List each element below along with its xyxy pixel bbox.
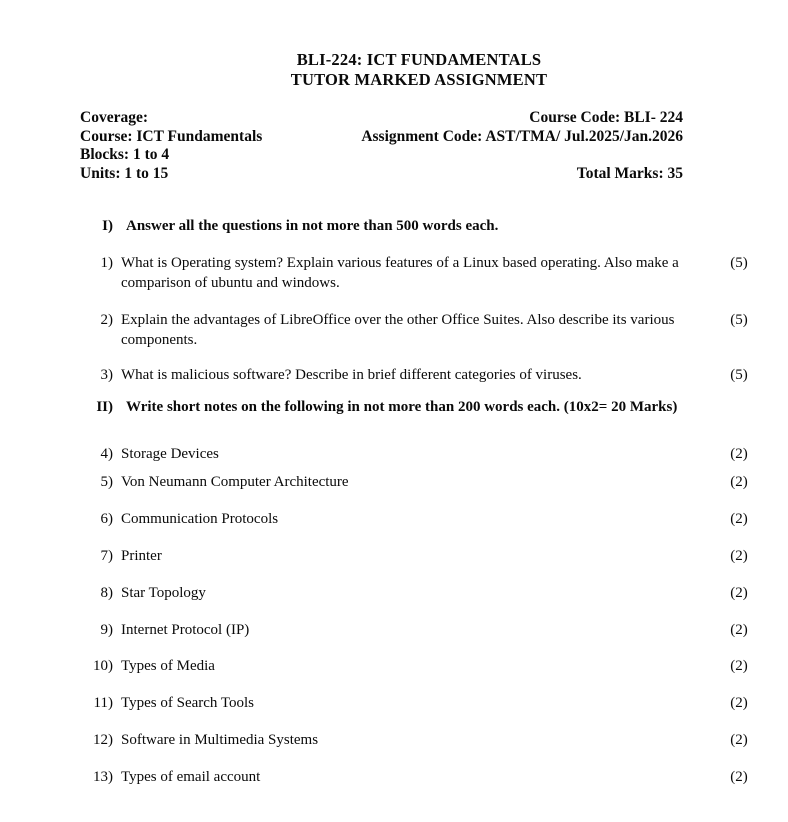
meta-row bbox=[80, 128, 683, 147]
question-number: 6) bbox=[100, 511, 113, 527]
question-number: 10) bbox=[93, 658, 113, 674]
question-text: What is malicious software? Describe in brief different categories of viruses. bbox=[121, 367, 582, 383]
section-heading-text: Write short notes on the following in not more than 200 words each. (10x2= 20 Marks) bbox=[126, 399, 678, 415]
question-row-2 bbox=[93, 311, 754, 350]
question-marks: (5) bbox=[730, 312, 748, 328]
question-row-8 bbox=[93, 584, 754, 604]
question-text: Star Topology bbox=[121, 585, 206, 601]
question-text: Types of Media bbox=[121, 658, 215, 674]
question-text: Explain the advantages of LibreOffice over the other Office Suites. Also describe its various components. bbox=[121, 312, 675, 348]
assignment-code: Assignment Code: AST/TMA/ Jul.2025/Jan.2026 bbox=[361, 127, 683, 145]
question-marks: (5) bbox=[730, 255, 748, 271]
question-text: Printer bbox=[121, 548, 162, 564]
meta-row bbox=[80, 109, 683, 128]
course-title: BLI-224: ICT FUNDAMENTALS bbox=[296, 50, 542, 69]
question-marks: (2) bbox=[730, 585, 748, 601]
question-number: 3) bbox=[100, 367, 113, 383]
question-marks: (2) bbox=[730, 474, 748, 490]
question-text: Storage Devices bbox=[121, 446, 219, 462]
question-text: Types of Search Tools bbox=[121, 695, 255, 711]
question-number: 7) bbox=[100, 548, 113, 564]
question-number: 9) bbox=[100, 622, 113, 638]
question-row-6 bbox=[93, 510, 754, 530]
question-marks: (2) bbox=[730, 658, 748, 674]
question-marks: (2) bbox=[730, 548, 748, 564]
question-number: 1) bbox=[100, 255, 113, 271]
total-marks: Total Marks: 35 bbox=[576, 165, 683, 183]
question-row-11 bbox=[93, 694, 754, 714]
question-number: 11) bbox=[93, 695, 113, 711]
question-marks: (2) bbox=[730, 732, 748, 748]
question-row-9 bbox=[93, 621, 754, 641]
question-marks: (2) bbox=[730, 446, 748, 462]
section-number: II) bbox=[96, 399, 113, 415]
question-number: 13) bbox=[93, 769, 113, 785]
question-row-7 bbox=[93, 547, 754, 567]
question-row-5 bbox=[93, 473, 754, 493]
question-text: Types of email account bbox=[121, 769, 261, 785]
question-row-12 bbox=[93, 731, 754, 751]
section-heading-text: Answer all the questions in not more than 500 words each. bbox=[126, 218, 499, 234]
question-text: Communication Protocols bbox=[121, 511, 279, 527]
coverage-label: Coverage: bbox=[80, 109, 148, 126]
question-marks: (5) bbox=[730, 367, 748, 383]
question-number: 12) bbox=[93, 732, 113, 748]
meta-row bbox=[80, 165, 683, 184]
question-text: What is Operating system? Explain various features of a Linux based operating. Also make a comparison of ubuntu and windows. bbox=[121, 255, 679, 291]
meta-block bbox=[80, 109, 683, 184]
course-name: Course: ICT Fundamentals bbox=[80, 127, 263, 145]
question-row-3 bbox=[93, 366, 754, 386]
question-text: Von Neumann Computer Architecture bbox=[121, 474, 349, 490]
question-text: Software in Multimedia Systems bbox=[121, 732, 319, 748]
section-1-heading bbox=[93, 217, 754, 237]
question-number: 5) bbox=[100, 474, 113, 490]
question-number: 4) bbox=[100, 446, 113, 462]
question-marks: (2) bbox=[730, 511, 748, 527]
section-number: I) bbox=[102, 218, 113, 234]
meta-row bbox=[80, 146, 683, 165]
question-row-10 bbox=[93, 657, 754, 677]
section-2-heading bbox=[93, 398, 754, 418]
course-code: Course Code: BLI- 224 bbox=[529, 109, 683, 126]
document-title bbox=[50, 50, 788, 90]
question-number: 2) bbox=[100, 312, 113, 328]
question-text: Internet Protocol (IP) bbox=[121, 622, 250, 638]
question-row-4 bbox=[93, 445, 754, 465]
assignment-title: TUTOR MARKED ASSIGNMENT bbox=[290, 70, 548, 89]
question-marks: (2) bbox=[730, 622, 748, 638]
blocks-range: Blocks: 1 to 4 bbox=[80, 146, 170, 164]
question-row-13 bbox=[93, 768, 754, 788]
question-row-1 bbox=[93, 254, 754, 293]
question-marks: (2) bbox=[730, 695, 748, 711]
question-marks: (2) bbox=[730, 769, 748, 785]
units-range: Units: 1 to 15 bbox=[80, 165, 169, 183]
question-number: 8) bbox=[100, 585, 113, 601]
